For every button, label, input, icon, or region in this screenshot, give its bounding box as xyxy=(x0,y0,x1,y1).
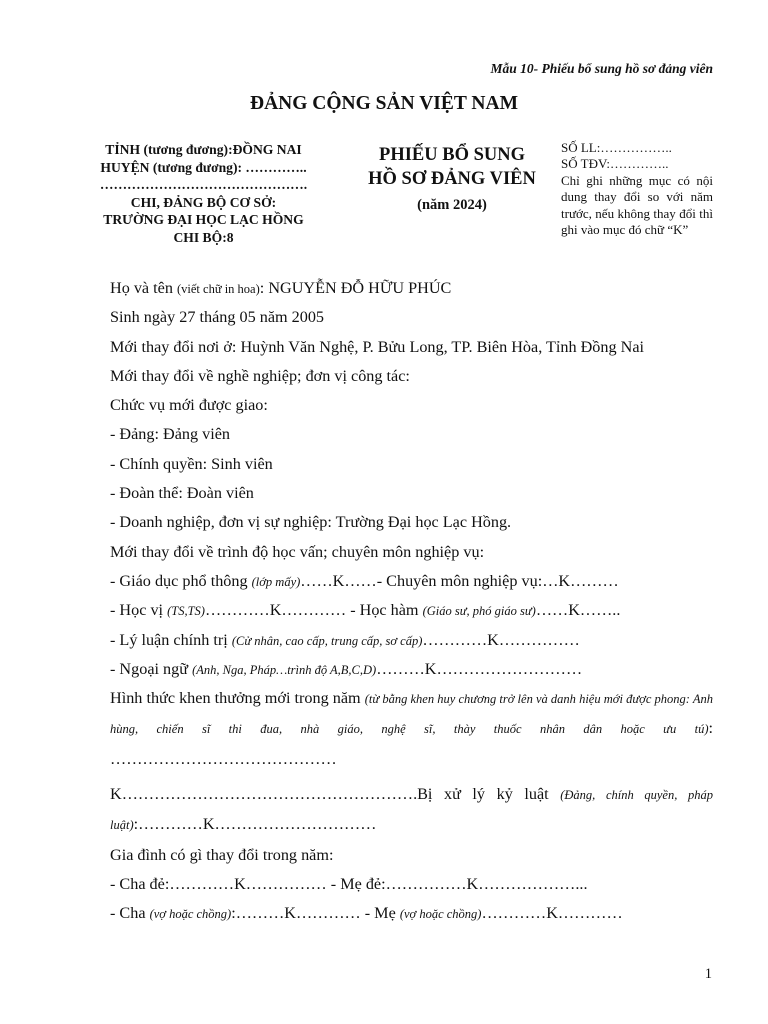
foreign-language-row xyxy=(110,655,713,684)
so-ll-line: SỐ LL:…………….. xyxy=(561,140,672,155)
discipline-value: :…………K………………………… xyxy=(133,815,377,834)
reward-value: : …………………………………… xyxy=(110,719,713,768)
party-org-line: CHI, ĐẢNG BỘ CƠ SỞ: xyxy=(130,194,277,210)
political-theory-hint: (Cử nhân, cao cấp, trung cấp, sơ cấp) xyxy=(231,633,423,648)
branch-line: CHI BỘ:8 xyxy=(173,229,234,245)
dotted-line: ………………………………………. xyxy=(99,177,308,193)
document-year: (năm 2024) xyxy=(417,197,487,213)
reward-hint: (từ bằng khen huy chương trở lên và danh hiệu mới được phong: Anh hùng, chiến sĩ thi đua, nhà giáo, nghệ sĩ, thày thuốc nhân dân hoặc ưu tú) xyxy=(110,692,713,737)
instruction-note: Chỉ ghi những mục có nội dung thay đổi so với năm trước, nếu không thay đổi thì ghi vào mục đó chữ “K” xyxy=(561,172,713,238)
general-education-hint: (lớp mấy) xyxy=(251,574,301,589)
general-education-value: ……K……- Chuyên môn nghiệp vụ:…K……… xyxy=(300,571,619,590)
degree-label: - Học vị xyxy=(110,601,168,620)
general-education-label: - Giáo dục phổ thông xyxy=(110,571,252,590)
degree-value: …………K………… - Học hàm xyxy=(204,601,423,620)
foreign-language-label: - Ngoại ngữ xyxy=(110,659,193,678)
issuing-organization-block xyxy=(80,141,327,247)
document-title-block xyxy=(345,143,559,217)
reward-paragraph xyxy=(110,684,713,774)
reward-label: Hình thức khen thưởng mới trong năm xyxy=(110,689,365,708)
new-position-row: Chức vụ mới được giao: xyxy=(110,396,268,415)
full-name-hint: (viết chữ in hoa) xyxy=(176,282,260,296)
school-line: TRƯỜNG ĐẠI HỌC LẠC HỒNG xyxy=(103,212,304,228)
parents-row: - Cha đẻ:…………K…………… - Mẹ đẻ:……………K………………... xyxy=(110,874,588,893)
in-laws-hint-2: (vợ hoặc chồng) xyxy=(399,907,482,922)
academic-title-value: ……K…….. xyxy=(535,601,621,620)
discipline-paragraph xyxy=(110,780,713,841)
in-laws-row xyxy=(110,899,713,928)
political-theory-value: …………K…………… xyxy=(422,630,580,649)
so-tdv-line: SỐ TĐV:………….. xyxy=(561,156,669,172)
party-position-row: - Đảng: Đảng viên xyxy=(110,425,231,444)
full-name-value: : NGUYỄN ĐỖ HỮU PHÚC xyxy=(259,279,452,297)
district-line: HUYỆN (tương đương): ………….. xyxy=(100,159,307,175)
political-theory-row xyxy=(110,626,713,655)
form-content xyxy=(110,274,713,929)
discipline-prefix: K……………………………………………….Bị xử lý kỷ luật xyxy=(110,785,561,804)
in-laws-value: :………K………… - Mẹ xyxy=(231,904,400,923)
document-title-line2: HỒ SƠ ĐẢNG VIÊN xyxy=(368,169,536,189)
academic-title-hint: (Giáo sư, phó giáo sư) xyxy=(422,604,536,619)
degree-hint: (TS,TS) xyxy=(167,604,205,619)
discipline-hint: (Đảng, chính quyền, pháp luật) xyxy=(110,788,713,833)
page-number: 1 xyxy=(704,966,712,982)
residence-row: Mới thay đổi nơi ở: Huỳnh Văn Nghệ, P. Bửu Long, TP. Biên Hòa, Tỉnh Đồng Nai xyxy=(110,337,645,356)
in-laws-label: - Cha xyxy=(110,904,150,923)
in-laws-value-2: …………K………… xyxy=(481,904,623,923)
record-number-block xyxy=(561,140,713,238)
document-title-line1: PHIẾU BỔ SUNG xyxy=(379,145,525,165)
foreign-language-hint: (Anh, Nga, Pháp…trình độ A,B,C,D) xyxy=(192,662,377,677)
education-change-row: Mới thay đổi về trình độ học vấn; chuyên môn nghiệp vụ: xyxy=(110,542,485,561)
foreign-language-value: ………K……………………… xyxy=(376,659,583,678)
government-position-row: - Chính quyền: Sinh viên xyxy=(110,454,273,473)
union-position-row: - Đoàn thể: Đoàn viên xyxy=(110,484,254,503)
form-number: Mẫu 10- Phiếu bổ sung hồ sơ đảng viên xyxy=(490,61,713,76)
full-name-row xyxy=(110,274,713,303)
family-change-row: Gia đình có gì thay đổi trong năm: xyxy=(110,845,334,864)
party-name-heading: ĐẢNG CỘNG SẢN VIỆT NAM xyxy=(250,93,518,114)
job-change-row: Mới thay đổi về nghề nghiệp; đơn vị công tác: xyxy=(110,366,410,385)
enterprise-row: - Doanh nghiệp, đơn vị sự nghiệp: Trường Đại học Lạc Hồng. xyxy=(110,513,512,532)
general-education-row xyxy=(110,567,713,596)
political-theory-label: - Lý luận chính trị xyxy=(110,630,232,649)
full-name-label: Họ và tên xyxy=(110,279,173,297)
birth-date-row: Sinh ngày 27 tháng 05 năm 2005 xyxy=(110,308,325,327)
province-line: TỈNH (tương đương):ĐỒNG NAI xyxy=(105,142,302,157)
degree-row xyxy=(110,596,713,625)
in-laws-hint: (vợ hoặc chồng) xyxy=(149,907,232,922)
